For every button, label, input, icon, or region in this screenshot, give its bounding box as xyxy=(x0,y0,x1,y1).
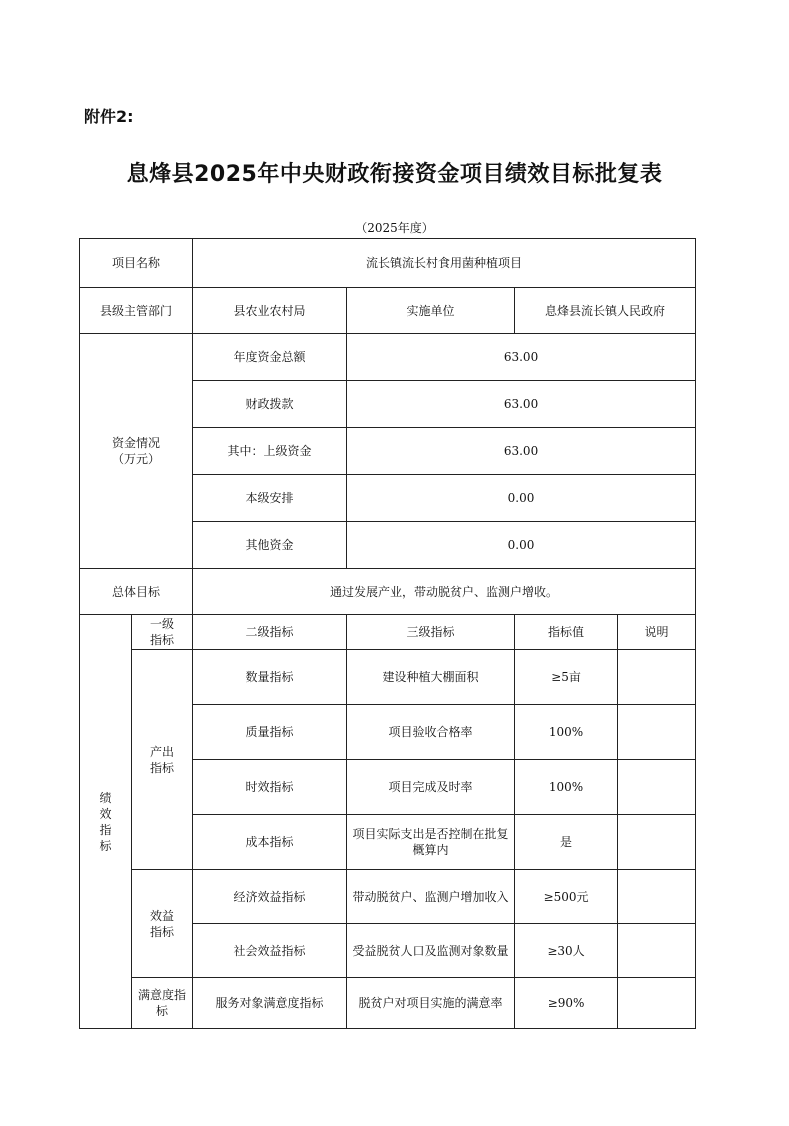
indicator-level2: 服务对象满意度指标 xyxy=(193,978,347,1029)
indicator-value: 100% xyxy=(515,760,618,815)
indicator-level2: 数量指标 xyxy=(193,650,347,705)
fund-row-label: 年度资金总额 xyxy=(193,334,347,381)
header-level3: 三级指标 xyxy=(347,615,515,650)
department-row xyxy=(80,288,696,334)
indicator-value: ≥30人 xyxy=(515,924,618,978)
indicator-note xyxy=(618,760,696,815)
indicator-level2: 经济效益指标 xyxy=(193,870,347,924)
fund-row-value: 0.00 xyxy=(347,475,696,522)
impl-value: 息烽县流长镇人民政府 xyxy=(515,288,696,334)
indicator-note xyxy=(618,650,696,705)
indicator-level3: 脱贫户对项目实施的满意率 xyxy=(347,978,515,1029)
indicator-header-row xyxy=(80,615,696,650)
fund-row-value: 63.00 xyxy=(347,381,696,428)
indicator-level2: 质量指标 xyxy=(193,705,347,760)
indicator-row xyxy=(80,650,696,705)
indicator-level2: 社会效益指标 xyxy=(193,924,347,978)
indicator-note xyxy=(618,815,696,870)
indicator-level3: 建设种植大棚面积 xyxy=(347,650,515,705)
fund-row-label: 其中：上级资金 xyxy=(193,428,347,475)
category-satisfaction: 满意度指 标 xyxy=(132,978,193,1029)
indicator-note xyxy=(618,870,696,924)
fund-row-label: 财政拨款 xyxy=(193,381,347,428)
fund-row-value: 0.00 xyxy=(347,522,696,569)
indicator-value: ≥5亩 xyxy=(515,650,618,705)
project-name-row xyxy=(80,239,696,288)
header-value: 指标值 xyxy=(515,615,618,650)
fund-row-value: 63.00 xyxy=(347,428,696,475)
fund-row-value: 63.00 xyxy=(347,334,696,381)
funds-label-line1: 资金情况 xyxy=(112,436,161,450)
fund-row-label: 其他资金 xyxy=(193,522,347,569)
indicator-value: 100% xyxy=(515,705,618,760)
indicator-note xyxy=(618,978,696,1029)
project-name-value: 流长镇流长村食用菌种植项目 xyxy=(193,239,696,288)
indicator-note xyxy=(618,924,696,978)
goal-label: 总体目标 xyxy=(80,569,193,615)
indicator-level3: 项目验收合格率 xyxy=(347,705,515,760)
indicator-level3: 项目完成及时率 xyxy=(347,760,515,815)
indicator-row xyxy=(80,870,696,924)
indicator-row xyxy=(80,978,696,1029)
goal-value: 通过发展产业，带动脱贫户、监测户增收。 xyxy=(193,569,696,615)
funds-label xyxy=(80,334,193,569)
header-note: 说明 xyxy=(618,615,696,650)
dept-label: 县级主管部门 xyxy=(80,288,193,334)
page-title: 息烽县2025年中央财政衔接资金项目绩效目标批复表 xyxy=(126,162,663,187)
indicator-value: ≥90% xyxy=(515,978,618,1029)
indicator-level2: 成本指标 xyxy=(193,815,347,870)
fund-row xyxy=(80,334,696,381)
performance-label: 绩 效 指 标 xyxy=(80,615,132,1029)
dept-value: 县农业农村局 xyxy=(193,288,347,334)
header-level2: 二级指标 xyxy=(193,615,347,650)
header-level1: 一级 指标 xyxy=(132,615,193,650)
funds-label-line2: （万元） xyxy=(112,452,161,466)
indicator-level3: 项目实际支出是否控制在批复概算内 xyxy=(347,815,515,870)
indicator-level3: 带动脱贫户、监测户增加收入 xyxy=(347,870,515,924)
indicator-level2: 时效指标 xyxy=(193,760,347,815)
indicator-level3: 受益脱贫人口及监测对象数量 xyxy=(347,924,515,978)
impl-label: 实施单位 xyxy=(347,288,515,334)
category-benefit: 效益 指标 xyxy=(132,870,193,978)
indicator-note xyxy=(618,705,696,760)
indicator-value: ≥500元 xyxy=(515,870,618,924)
fiscal-year: （2025年度） xyxy=(355,221,434,235)
category-output: 产出 指标 xyxy=(132,650,193,870)
overall-goal-row xyxy=(80,569,696,615)
fund-row-label: 本级安排 xyxy=(193,475,347,522)
indicator-value: 是 xyxy=(515,815,618,870)
project-name-label: 项目名称 xyxy=(80,239,193,288)
approval-table xyxy=(79,238,696,1029)
attachment-label: 附件2: xyxy=(84,107,134,126)
